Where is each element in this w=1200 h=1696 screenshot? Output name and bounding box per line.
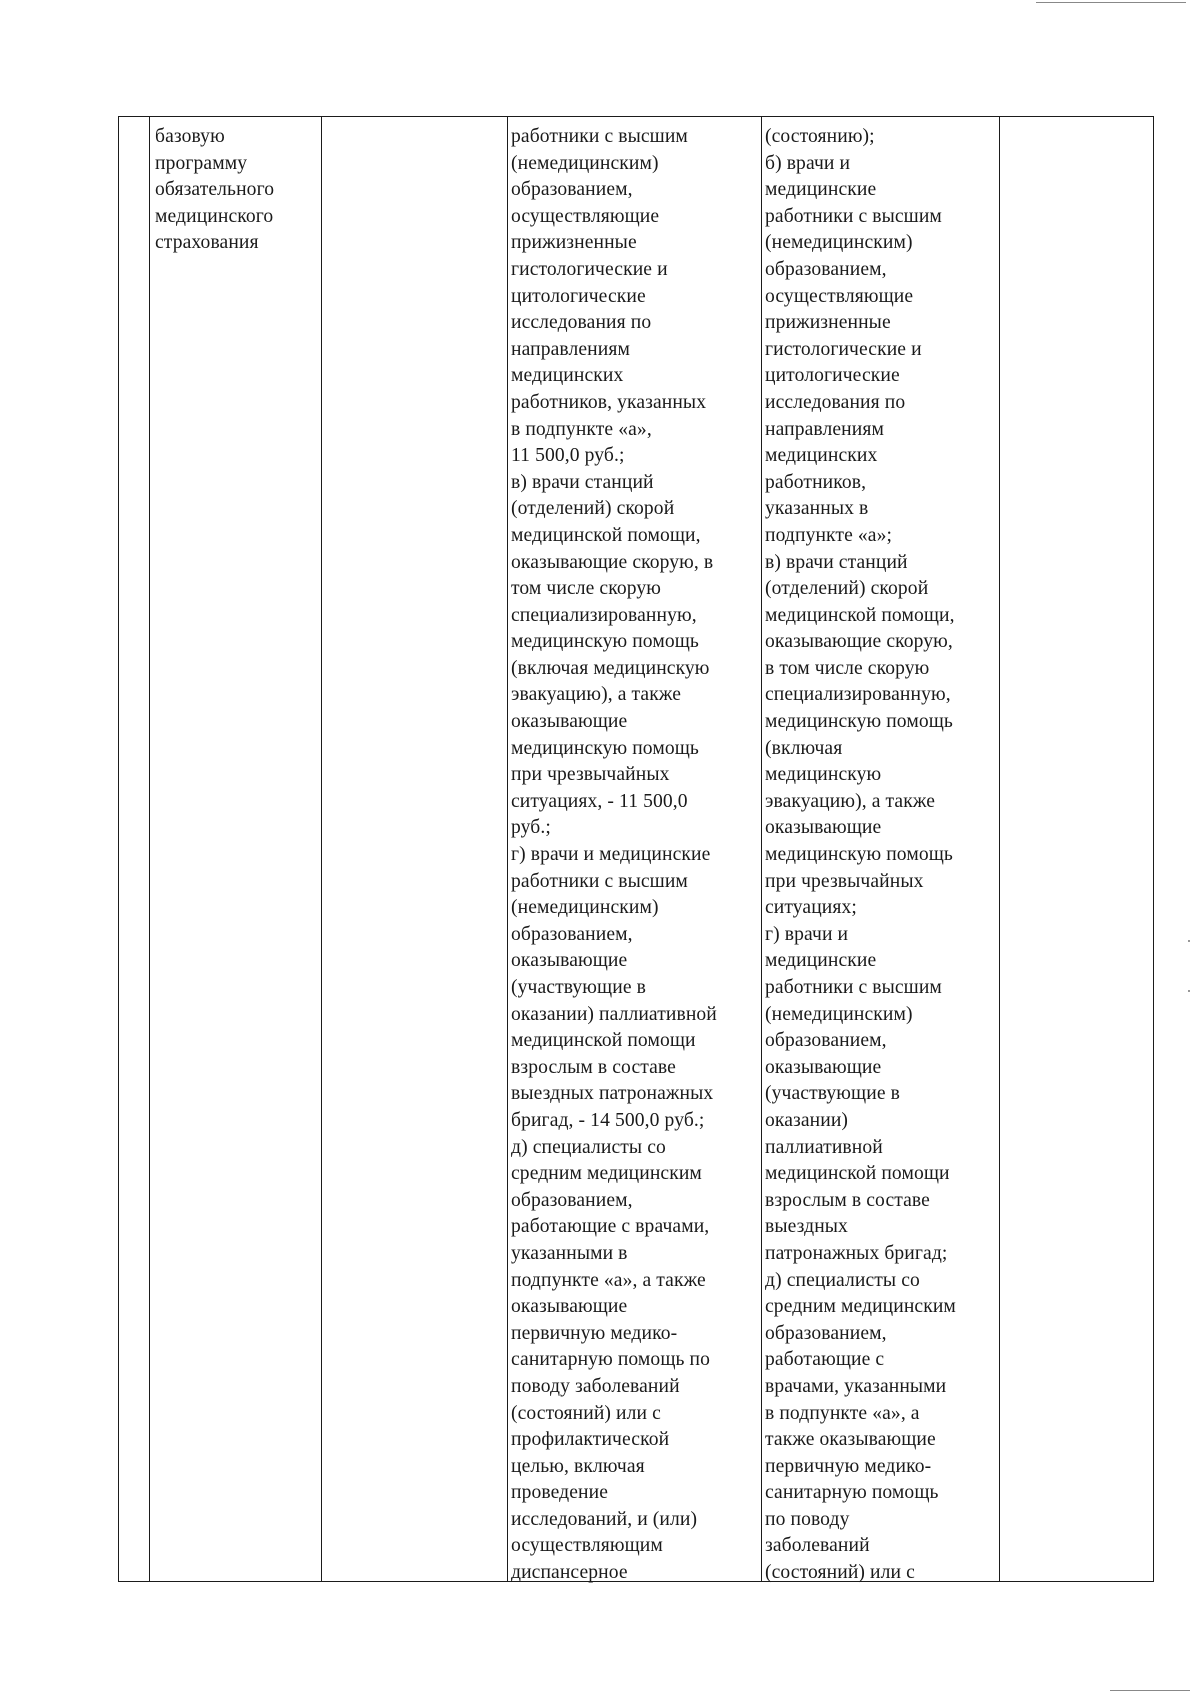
cell-text-line: указанными в (511, 1242, 628, 1264)
cell-text-line: г) врачи и (765, 923, 849, 945)
cell-text-line: цитологические (511, 285, 646, 307)
cell-text-line: первичную медико- (511, 1322, 678, 1344)
cell-text-line: паллиативной (765, 1136, 883, 1158)
table-cell-workers-payments (511, 124, 757, 1587)
cell-text-line: в подпункте «а», (511, 418, 652, 440)
cell-text-line: (состояний) или с (511, 1402, 661, 1424)
cell-text-line: (немедицинским) (765, 232, 913, 254)
cell-text-line: поводу заболеваний (511, 1375, 680, 1397)
cell-text-line: (отделений) скорой (765, 578, 929, 600)
column-divider (149, 117, 150, 1581)
cell-text-line: в) врачи станций (765, 551, 908, 573)
scan-artifact-line (1036, 2, 1186, 3)
cell-text-line: в подпункте «а», а (765, 1402, 920, 1424)
column-divider (761, 117, 762, 1581)
cell-text-line: (участвующие в (765, 1083, 900, 1105)
cell-text-line: работающие с врачами, (511, 1216, 710, 1238)
cell-text-line: медицинской помощи (511, 1030, 696, 1052)
cell-text-line: медицинского (155, 205, 274, 227)
cell-text-line: выездных (765, 1216, 848, 1238)
cell-text-line: эвакуацию), а также (511, 684, 681, 706)
cell-text-line: при чрезвычайных (511, 764, 670, 786)
column-divider (321, 117, 322, 1581)
cell-text-line: в) врачи станций (511, 471, 654, 493)
table-cell-program (155, 124, 317, 257)
cell-text-line: направлениям (511, 338, 630, 360)
scan-artifact-dot (1188, 940, 1190, 942)
cell-text-line: г) врачи и медицинские (511, 844, 711, 866)
cell-text-line: (включая (765, 737, 843, 759)
cell-text-line: прижизненные (511, 232, 637, 254)
cell-text-line: медицинские (765, 950, 877, 972)
cell-text-line: (состоянию); (765, 126, 875, 147)
cell-text-line: программу (155, 152, 248, 174)
cell-text-line: руб.; (511, 817, 551, 839)
cell-text-line: (отделений) скорой (511, 498, 675, 520)
cell-text-line: специализированную, (765, 684, 951, 706)
cell-text-line: (состояний) или с (765, 1562, 915, 1584)
document-table (118, 116, 1154, 1582)
cell-text-line: страхования (155, 232, 259, 254)
cell-text-line: подпункте «а»; (765, 524, 893, 546)
scan-artifact-dot (1188, 990, 1190, 992)
cell-text-line: направлениям (765, 418, 884, 440)
cell-text-line: медицинскую помощь (765, 711, 953, 733)
cell-text-line: оказывающие (511, 950, 628, 972)
cell-text-line: медицинские (765, 179, 877, 201)
cell-text-line: образованием, (511, 179, 633, 201)
cell-text-line: медицинскую (765, 764, 882, 786)
column-divider (999, 117, 1000, 1581)
cell-text-line: гистологические и (511, 258, 668, 280)
cell-text-line: 11 500,0 руб.; (511, 445, 625, 467)
cell-text-line: образованием, (765, 1322, 887, 1344)
cell-text-line: медицинской помощи (765, 1163, 950, 1185)
cell-text-line: исследования по (765, 391, 906, 413)
cell-text-line: работники с высшим (511, 126, 688, 147)
cell-text-line: работники с высшим (765, 205, 942, 227)
cell-text-line: (немедицинским) (511, 152, 659, 174)
cell-text-line: цитологические (765, 365, 900, 387)
cell-text-line: медицинских (765, 445, 878, 467)
cell-text-line: работников, указанных (511, 391, 707, 413)
cell-text-line: оказывающие скорую, в (511, 551, 714, 573)
cell-text-line: санитарную помощь (765, 1482, 939, 1504)
cell-text-line: осуществляющим (511, 1535, 663, 1557)
cell-text-line: оказывающие (511, 711, 628, 733)
cell-text-line: базовую (155, 126, 225, 147)
cell-text-line: осуществляющие (511, 205, 660, 227)
cell-text-line: д) специалисты со (511, 1136, 666, 1158)
cell-text-line: указанных в (765, 498, 869, 520)
cell-text-line: врачами, указанными (765, 1375, 947, 1397)
cell-text-line: в том числе скорую (765, 657, 930, 679)
cell-text-line: образованием, (511, 1189, 633, 1211)
cell-text-line: эвакуацию), а также (765, 790, 935, 812)
cell-text-line: при чрезвычайных (765, 870, 924, 892)
cell-text-line: бригад, - 14 500,0 руб.; (511, 1109, 705, 1131)
cell-text-line: санитарную помощь по (511, 1349, 711, 1371)
cell-text-line: диспансерное (511, 1562, 628, 1584)
cell-text-line: проведение (511, 1482, 608, 1504)
cell-text-line: работники с высшим (765, 977, 942, 998)
cell-text-line: (немедицинским) (511, 897, 659, 919)
cell-text-line: заболеваний (765, 1535, 870, 1557)
cell-text-line: прижизненные (765, 312, 891, 334)
cell-text-line: обязательного (155, 179, 275, 201)
cell-text-line: средним медицинским (765, 1296, 956, 1318)
cell-text-line: б) врачи и (765, 152, 851, 174)
cell-text-line: оказывающие (511, 1296, 628, 1318)
cell-text-line: выездных патронажных (511, 1083, 714, 1105)
cell-text-line: образованием, (765, 1030, 887, 1052)
cell-text-line: образованием, (765, 258, 887, 280)
cell-text-line: средним медицинским (511, 1163, 702, 1185)
cell-text-line: исследования по (511, 312, 652, 334)
cell-text-line: осуществляющие (765, 285, 914, 307)
cell-text-line: медицинскую помощь (511, 631, 699, 653)
cell-text-line: исследований, и (или) (511, 1508, 698, 1530)
cell-text-line: медицинскую помощь (511, 737, 699, 759)
cell-text-line: по поводу (765, 1508, 850, 1530)
cell-text-line: подпункте «а», а также (511, 1269, 706, 1291)
cell-text-line: медицинских (511, 365, 624, 387)
cell-text-line: медицинской помощи, (511, 524, 701, 546)
cell-text-line: профилактической (511, 1429, 670, 1451)
cell-text-line: д) специалисты со (765, 1269, 920, 1291)
cell-text-line: патронажных бригад; (765, 1242, 948, 1264)
scan-artifact-line (1110, 1690, 1190, 1691)
cell-text-line: оказывающие (765, 817, 882, 839)
cell-text-line: работники с высшим (511, 870, 688, 892)
cell-text-line: медицинской помощи, (765, 604, 955, 626)
column-divider (507, 117, 508, 1581)
cell-text-line: ситуациях; (765, 897, 857, 919)
cell-text-line: также оказывающие (765, 1429, 936, 1451)
cell-text-line: специализированную, (511, 604, 697, 626)
cell-text-line: работающие с (765, 1349, 885, 1371)
cell-text-line: взрослым в составе (765, 1189, 930, 1211)
cell-text-line: оказывающие (765, 1056, 882, 1078)
cell-text-line: ситуациях, - 11 500,0 (511, 790, 688, 812)
cell-text-line: образованием, (511, 923, 633, 945)
cell-text-line: гистологические и (765, 338, 922, 360)
cell-text-line: том числе скорую (511, 578, 662, 600)
cell-text-line: оказании) (765, 1109, 849, 1131)
cell-text-line: (включая медицинскую (511, 657, 710, 679)
cell-text-line: (участвующие в (511, 977, 646, 998)
cell-text-line: работников, (765, 471, 867, 493)
cell-text-line: целью, включая (511, 1455, 645, 1477)
cell-text-line: первичную медико- (765, 1455, 932, 1477)
cell-text-line: оказывающие скорую, (765, 631, 953, 653)
table-cell-workers-categories (765, 124, 997, 1587)
cell-text-line: оказании) паллиативной (511, 1003, 717, 1025)
cell-text-line: взрослым в составе (511, 1056, 676, 1078)
cell-text-line: (немедицинским) (765, 1003, 913, 1025)
cell-text-line: медицинскую помощь (765, 844, 953, 866)
